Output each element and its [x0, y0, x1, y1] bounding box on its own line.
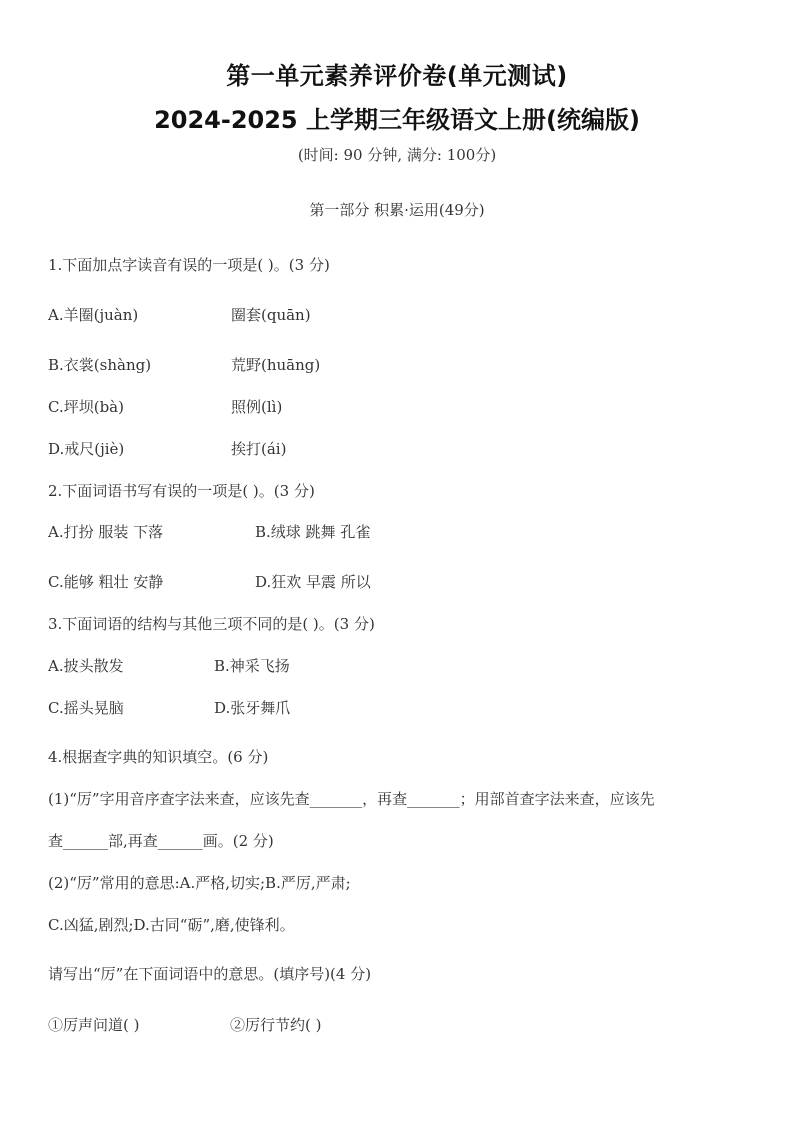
q2-option-b: B.绒球 跳舞 孔雀: [255, 523, 371, 541]
question-1-stem: 1.下面加点字读音有误的一项是( )。(3 分): [48, 256, 330, 274]
q1-option-a: A.羊圈(juàn): [48, 306, 139, 324]
page-title: 第一单元素养评价卷(单元测试): [226, 62, 568, 90]
q4-item-1: ①厉声问道( ): [48, 1016, 140, 1034]
q4-sub2-line2: C.凶猛,剧烈;D.古同“砺”,磨,使锋利。: [48, 916, 295, 934]
page-subtitle: 2024-2025 上学期三年级语文上册(统编版): [154, 106, 640, 134]
q4-item-2: ②厉行节约( ): [230, 1016, 322, 1034]
q3-option-d: D.张牙舞爪: [214, 699, 291, 717]
question-2-stem: 2.下面词语书写有误的一项是( )。(3 分): [48, 482, 315, 500]
q1-option-d-second: 挨打(ái): [231, 440, 287, 458]
q3-option-a: A.披头散发: [48, 657, 124, 675]
q1-option-d: D.戒尺(jiè): [48, 440, 125, 458]
part-heading: 第一部分 积累·运用(49分): [309, 201, 485, 219]
q4-sub1-line1: (1)“厉”字用音序查字法来查，应该先查_______，再查_______；用部首查字法来查，应该先: [48, 790, 655, 808]
q4-sub2-line1: (2)“厉”常用的意思:A.严格,切实;B.严厉,严肃;: [48, 874, 351, 892]
q1-option-b-second: 荒野(huāng): [231, 356, 321, 374]
q1-option-c: C.坪坝(bà): [48, 398, 124, 416]
question-3-stem: 3.下面词语的结构与其他三项不同的是( )。(3 分): [48, 615, 375, 633]
q1-option-c-second: 照例(lì): [231, 398, 283, 416]
q1-option-a-second: 圈套(quān): [231, 306, 311, 324]
q2-option-d: D.狂欢 早震 所以: [255, 573, 371, 591]
time-note: (时间: 90 分钟, 满分: 100分): [297, 146, 497, 164]
q3-option-b: B.神采飞扬: [214, 657, 290, 675]
q4-sub1-line2: 查______部,再查______画。(2 分): [48, 832, 274, 850]
q2-option-a: A.打扮 服装 下落: [48, 523, 164, 541]
q1-option-b: B.衣裳(shàng): [48, 356, 152, 374]
q2-option-c: C.能够 粗壮 安静: [48, 573, 164, 591]
q3-option-c: C.摇头晃脑: [48, 699, 124, 717]
question-4-stem: 4.根据查字典的知识填空。(6 分): [48, 748, 269, 766]
q4-sub2-instruction: 请写出“厉”在下面词语中的意思。(填序号)(4 分): [48, 965, 372, 983]
